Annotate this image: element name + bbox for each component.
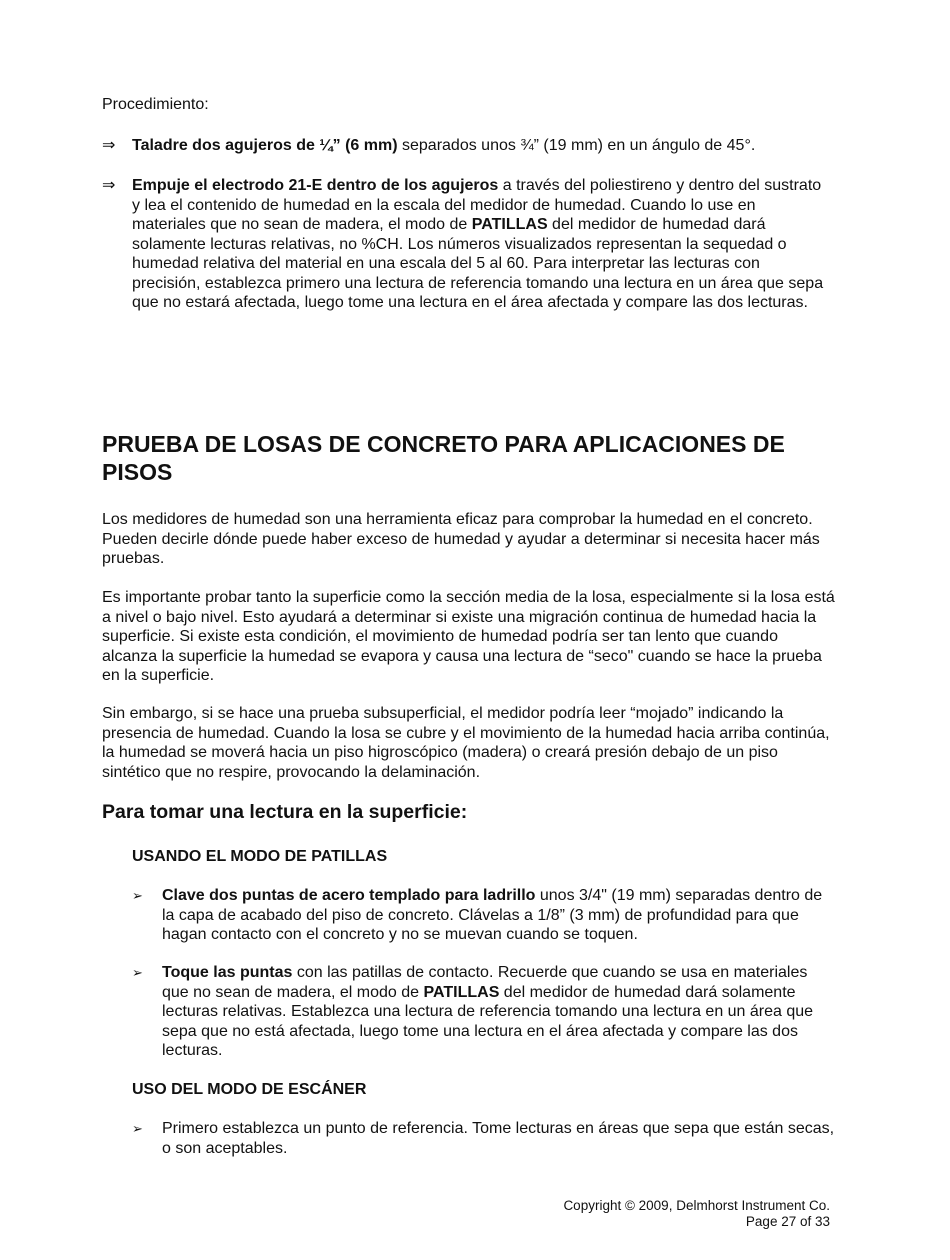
step-rest-text: a través del poliestireno y dentro del sustrato y lea el contenido de humedad en la escala del medidor de humedad. Cuando lo use en materiales que no sean de madera, el modo de: [132, 177, 822, 233]
section-paragraph: Es importante probar tanto la superficie como la sección media de la losa, especialmente si la losa está a nivel o bajo nivel. Esto ayudará a determinar si existe una migración continua de humedad hacia la superficie. Si existe esta condición, el movimiento de humedad podría ser tan lento que cuando alcanza la superficie la humedad se evapora y causa una lectura de “seco" cuando se hace la prueba en la superficie.: [102, 589, 835, 684]
page-footer: [430, 1198, 830, 1230]
section-paragraph: Los medidores de humedad son una herramienta eficaz para comprobar la humedad en el concreto. Pueden decirle dónde puede haber exceso de humedad y ayudar a determinar si necesita hacer más pruebas.: [102, 511, 820, 567]
arrowhead-bullet-icon: ➢: [132, 888, 143, 903]
bullet-rest-text: con las patillas de contacto. Recuerde que cuando se usa en materiales que no sean de madera, el modo de: [162, 964, 808, 1001]
bullet-bold-text: Clave dos puntas de acero templado para ladrillo: [162, 887, 536, 904]
section-title-line1: PRUEBA DE LOSAS DE CONCRETO PARA APLICACIONES DE: [102, 431, 785, 457]
bullet-rest-text: unos 3/4" (19 mm) separadas dentro de la capa de acabado del piso de concreto. Clávelas a 1/8” (3 mm) de profundidad para que hagan contacto con el concreto y no se muevan cuando se toquen.: [162, 887, 823, 943]
section-title: [102, 430, 842, 486]
scan-mode-heading: USO DEL MODO DE ESCÁNER: [132, 1081, 367, 1098]
step-bold-keyword: PATILLAS: [471, 216, 548, 233]
step-item: [102, 176, 837, 336]
step-text: [132, 136, 832, 156]
bullet-rest-text: del medidor de humedad dará solamente lecturas relativas. Establezca una lectura de referencia tomando una lectura en un área que sepa que no está afectada, luego tome una lectura en el área afectada y compare las dos lecturas.: [162, 983, 814, 1059]
arrow-icon: ⇒: [102, 137, 116, 154]
copyright-text: Copyright © 2009, Delmhorst Instrument Co.: [563, 1198, 830, 1213]
step-rest-text: separados unos ¾” (19 mm) en un ángulo de 45°.: [397, 137, 756, 154]
step-text: [132, 176, 832, 313]
procedure-label: Procedimiento:: [102, 96, 209, 113]
list-item: [132, 963, 837, 1063]
bullet-bold-keyword: PATILLAS: [423, 983, 500, 1001]
step-item: [102, 136, 837, 156]
page-number: Page 27 of 33: [745, 1214, 830, 1229]
bullet-text: [162, 886, 837, 945]
bullet-bold-text: Toque las puntas: [162, 964, 293, 981]
section-title-line2: PISOS: [102, 459, 173, 485]
arrowhead-bullet-icon: ➢: [132, 965, 143, 980]
step-bold-text: Empuje el electrodo 21-E dentro de los agujeros: [132, 177, 499, 194]
section-paragraph: Sin embargo, si se hace una prueba subsuperficial, el medidor podría leer “mojado” indicando la presencia de humedad. Cuando la losa se cubre y el movimiento de la humedad hacia arriba continúa, la humedad se moverá hacia un piso higroscópico (madera) o creará presión debajo de un piso sintético que no respire, provocando la delaminación.: [102, 705, 830, 781]
list-item: [132, 1119, 837, 1159]
step-bold-text: Taladre dos agujeros de ¼” (6 mm): [132, 137, 398, 154]
arrowhead-bullet-icon: ➢: [132, 1121, 143, 1136]
pins-mode-heading: USANDO EL MODO DE PATILLAS: [132, 848, 388, 865]
surface-heading: Para tomar una lectura en la superficie:: [102, 801, 468, 823]
list-item: [132, 886, 837, 946]
bullet-text: Primero establezca un punto de referencia. Tome lecturas en áreas que sepa que están secas, o son aceptables.: [162, 1120, 835, 1157]
arrow-icon: ⇒: [102, 177, 116, 194]
step-rest-text: del medidor de humedad dará solamente lecturas relativas, no %CH. Los números visualizados representan la sequedad o humedad relativa del material en una escala del 5 al 60. Para interpretar las lecturas con precisión, establezca primero una lectura de referencia tomando una lectura en un área que sepa que no estará afectada, luego tome una lectura en el área afectada y compare las dos lecturas.: [132, 216, 824, 311]
bullet-text: [162, 963, 837, 1061]
